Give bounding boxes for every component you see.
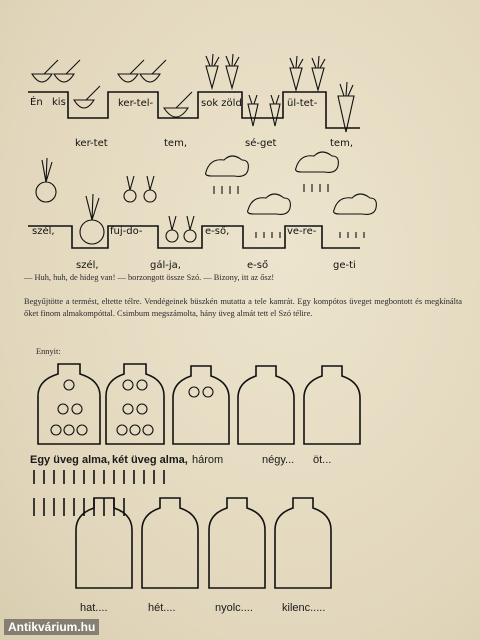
count-label: nyolc....: [215, 602, 253, 614]
apple-icon: [51, 380, 213, 435]
song-word: e-ső: [247, 260, 269, 271]
song-word: tem,: [164, 138, 187, 149]
song-word: ker-tel-: [118, 98, 154, 109]
song-word: ker-tet: [75, 138, 108, 149]
song-staff-2: [28, 152, 376, 248]
count-label: hét....: [148, 602, 176, 614]
count-label: hat....: [80, 602, 108, 614]
count-label: kilenc.....: [282, 602, 326, 614]
song-word: szél,: [76, 260, 99, 271]
song-word: ül-tet-: [287, 98, 318, 109]
carrot-icon: [206, 54, 354, 132]
count-label: négy...: [262, 454, 295, 466]
song-word: ge-ti: [333, 260, 356, 271]
song-word: Én: [30, 97, 43, 108]
bowl-icon: [32, 60, 192, 117]
narrative-paragraph: Begyűjtötte a termést, eltette télre. Vendégeinek büszkén mutatta a tele kamrát. Egy kompótos üveget megbontott és megkínálta őket finom almakompóttal. Csimbum megszámolta, hány üveg almát tett el Szó télire.: [24, 297, 462, 318]
song-word: e-ső,: [205, 226, 230, 237]
song-word: fuj-do-: [110, 226, 143, 237]
count-label: két üveg alma,: [112, 454, 188, 466]
count-label: öt...: [313, 454, 332, 466]
song-word: sok zöld: [201, 98, 242, 109]
song-word: gál-ja,: [150, 260, 181, 271]
song-word: sé-get: [245, 138, 277, 149]
tally-marks: [34, 470, 164, 516]
watermark: Antikvárium.hu: [4, 619, 99, 635]
dialogue-paragraph: — Huh, huh, de hideg van! — borzongott össze Szó. — Bizony, itt az ősz!: [24, 273, 275, 282]
song-staff-1: [28, 54, 360, 132]
ennyit-label: Ennyit:: [36, 347, 61, 356]
count-label: három: [192, 454, 224, 466]
song-word: kis: [52, 97, 66, 108]
song-word: szél,: [32, 226, 55, 237]
song-word: ve-re-: [287, 226, 317, 237]
count-label: Egy üveg alma,: [30, 454, 111, 466]
song-word: tem,: [330, 138, 353, 149]
